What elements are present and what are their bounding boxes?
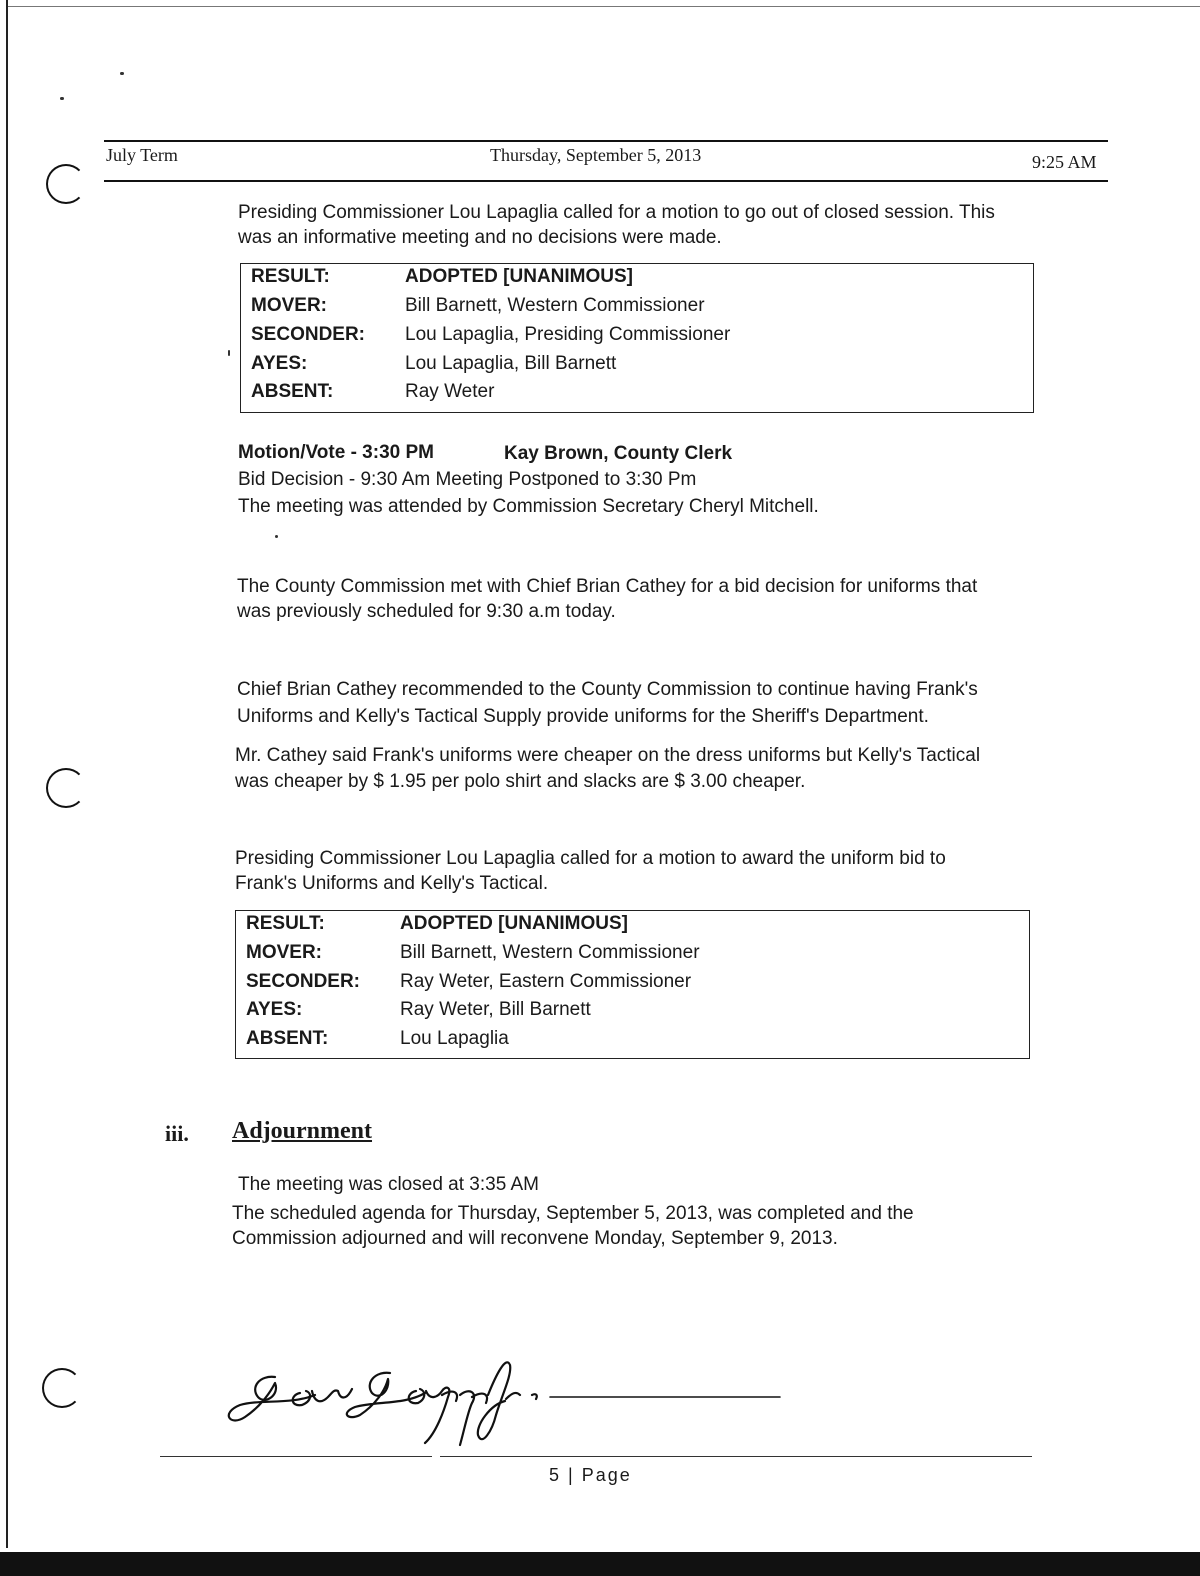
vote-key: ABSENT: <box>251 381 334 402</box>
header-top-rule <box>104 140 1108 142</box>
closed-session-line-1: Presiding Commissioner Lou Lapaglia called for a motion to go out of closed session. This <box>238 202 995 223</box>
vote-value: Lou Lapaglia, Bill Barnett <box>405 353 617 374</box>
vote-key: SECONDER: <box>251 324 366 345</box>
scan-edge-left <box>6 0 8 1548</box>
header-time: 9:25 AM <box>1032 152 1097 172</box>
paragraph-3-line-2: was cheaper by $ 1.95 per polo shirt and slacks are $ 3.00 cheaper. <box>235 771 806 792</box>
punch-hole-icon <box>42 1368 82 1408</box>
scan-speck <box>120 72 124 75</box>
paragraph-1-line-1: The County Commission met with Chief Brian Cathey for a bid decision for uniforms that <box>237 576 978 597</box>
vote-value: Ray Weter, Eastern Commissioner <box>400 971 692 992</box>
vote-value: ADOPTED [UNANIMOUS] <box>400 913 628 934</box>
section-title-adjournment: Adjournment <box>232 1118 373 1144</box>
vote-key: RESULT: <box>251 266 330 287</box>
vote-key: ABSENT: <box>246 1028 329 1049</box>
scan-speck <box>228 350 230 356</box>
adjournment-line-2: Commission adjourned and will reconvene Monday, September 9, 2013. <box>232 1228 838 1249</box>
signature <box>220 1335 790 1455</box>
paragraph-4-line-2: Frank's Uniforms and Kelly's Tactical. <box>235 873 549 894</box>
header-bottom-rule <box>104 180 1108 182</box>
scan-edge-bottom <box>0 1552 1200 1576</box>
footer-rule-right <box>440 1456 1032 1457</box>
motion-label: Motion/Vote - 3:30 PM <box>238 442 434 463</box>
vote-key: RESULT: <box>246 913 325 934</box>
bid-decision-line: Bid Decision - 9:30 Am Meeting Postponed to 3:30 Pm <box>238 469 697 490</box>
paragraph-4-line-1: Presiding Commissioner Lou Lapaglia called for a motion to award the uniform bid to <box>235 848 946 869</box>
vote-key: SECONDER: <box>246 971 361 992</box>
footer-rule-left <box>160 1456 432 1457</box>
vote-value: Lou Lapaglia, Presiding Commissioner <box>405 324 731 345</box>
paragraph-2-line-1: Chief Brian Cathey recommended to the County Commission to continue having Frank's <box>237 679 978 700</box>
punch-hole-icon <box>46 768 86 808</box>
closed-session-line-2: was an informative meeting and no decisions were made. <box>238 227 722 248</box>
paragraph-3-line-1: Mr. Cathey said Frank's uniforms were cheaper on the dress uniforms but Kelly's Tactical <box>235 745 981 766</box>
adjournment-line-1: The scheduled agenda for Thursday, September 5, 2013, was completed and the <box>232 1203 914 1224</box>
scan-speck <box>60 97 64 100</box>
paragraph-1-line-2: was previously scheduled for 9:30 a.m today. <box>237 601 616 622</box>
header-date: Thursday, September 5, 2013 <box>490 145 702 165</box>
vote-result-box-1 <box>240 263 1034 413</box>
vote-result-box-2 <box>235 910 1030 1059</box>
vote-key: AYES: <box>246 999 303 1020</box>
vote-key: AYES: <box>251 353 308 374</box>
adjournment-closed-line: The meeting was closed at 3:35 AM <box>238 1174 539 1195</box>
scan-speck <box>275 535 278 538</box>
vote-value: Bill Barnett, Western Commissioner <box>405 295 705 316</box>
vote-value: Bill Barnett, Western Commissioner <box>400 942 700 963</box>
signature-image <box>220 1335 790 1455</box>
attended-line: The meeting was attended by Commission Secretary Cheryl Mitchell. <box>238 496 819 517</box>
section-number: iii. <box>165 1121 189 1146</box>
vote-key: MOVER: <box>251 295 327 316</box>
vote-key: MOVER: <box>246 942 322 963</box>
vote-value: Ray Weter, Bill Barnett <box>400 999 591 1020</box>
vote-value: ADOPTED [UNANIMOUS] <box>405 266 633 287</box>
page-number: 5 | Page <box>549 1465 632 1485</box>
paragraph-2-line-2: Uniforms and Kelly's Tactical Supply provide uniforms for the Sheriff's Department. <box>237 706 929 727</box>
motion-clerk: Kay Brown, County Clerk <box>504 443 733 464</box>
punch-hole-icon <box>46 164 86 204</box>
header-term: July Term <box>106 145 178 165</box>
vote-value: Ray Weter <box>405 381 495 402</box>
vote-value: Lou Lapaglia <box>400 1028 509 1049</box>
scan-edge-top <box>6 6 1200 7</box>
